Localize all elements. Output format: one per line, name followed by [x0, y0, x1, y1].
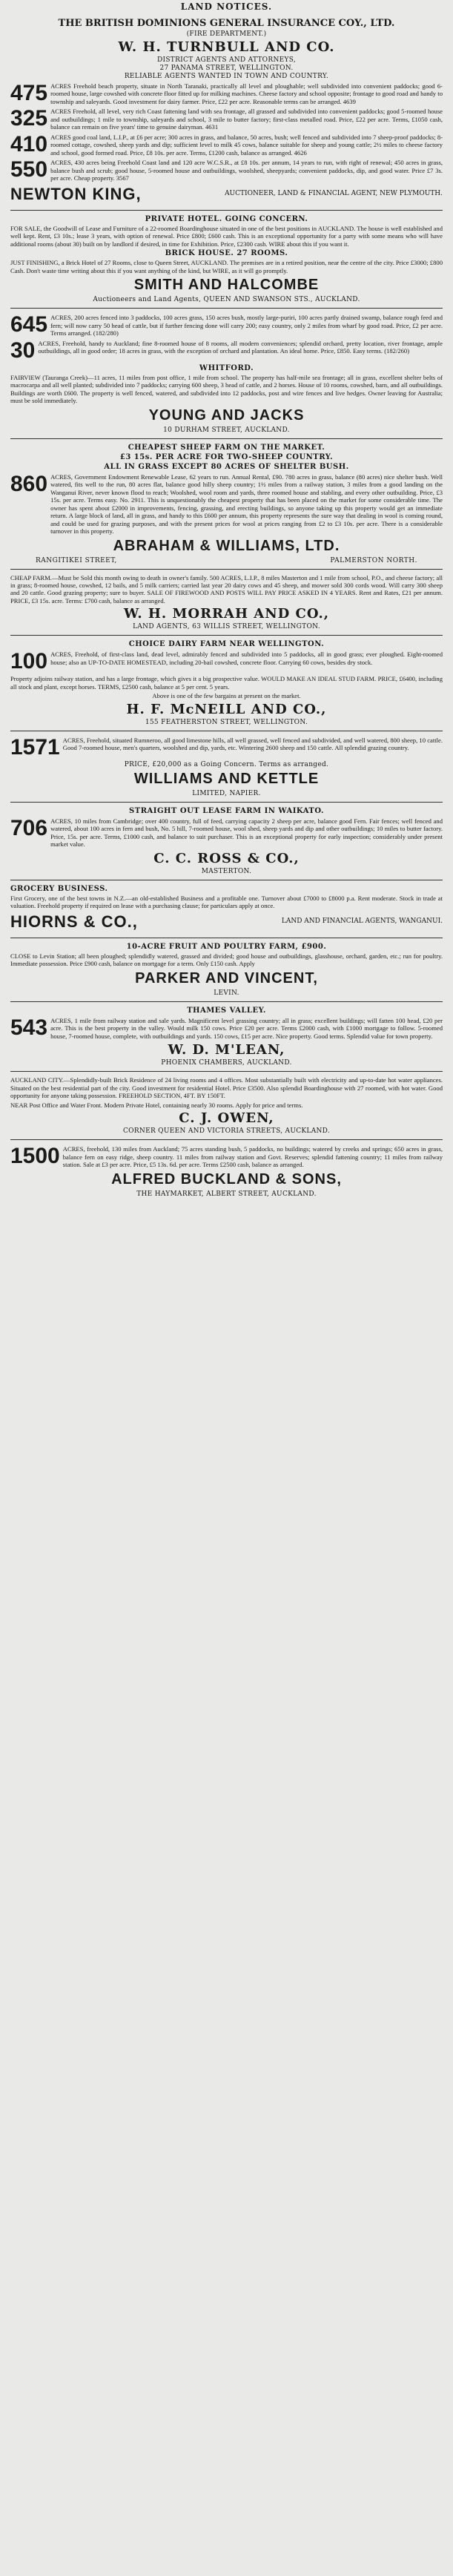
ad-paragraph: First Grocery, one of the best towns in N.Z.—an old-established Business and a profitable one. Turnover about £7000 to £8000 p.a. Rent moderate. Stock in trade at valuation. Freehold property if required on lease with a purchasing clause; for particulars apply at once.	[10, 894, 443, 910]
ad-paragraph: FOR SALE, the Goodwill of Lease and Furniture of a 22-roomed Boardinghouse situated in one of the best positions in AUCKLAND. The house is well established and well kept. Rent, £3 10s.; lease 3 years, with option of renewal. Price £800; £600 cash. This is an exceptional opportunity for a party with some means who will have additional rooms (about 30) built on by landlord if desired, in time for Exhibition. Price, £2300 cash. WIRE about this if you want it.	[10, 224, 443, 248]
ad-young-jacks	[6, 309, 447, 438]
listing-acreage: 30	[10, 337, 36, 363]
listing-acreage: 550	[10, 157, 48, 182]
listing-text: ACRES, freehold, 130 miles from Auckland; 75 acres standing bush, 5 paddocks, no buildings; watered by creeks and springs; 650 acres in grass, balance fern on easy ridge, sheep country. 11 miles from railway station and Govt. Reserves; splendid fattening country; 11 miles from railway station. Sale at £3 per acre. Price, £5 13s. 6d. per acre. Terms £2500 cash, balance as arranged.	[62, 1145, 443, 1169]
firm-address: 10 DURHAM STREET, AUCKLAND.	[163, 426, 290, 434]
firm-name: ABRAHAM & WILLIAMS, LTD.	[113, 537, 340, 554]
listing-acreage: 475	[10, 81, 48, 105]
listing-acreage: 410	[10, 131, 48, 157]
ad-hiorns	[6, 880, 447, 938]
listing	[10, 159, 443, 182]
firm-name: H. F. McNEILL AND CO.,	[126, 701, 327, 717]
listing-acreage: 1571	[10, 734, 60, 760]
ad-note: Above is one of the few bargains at present on the market.	[152, 692, 301, 700]
listing	[10, 314, 443, 337]
firm-name: W. H. MORRAH AND CO.,	[123, 606, 330, 622]
ad-mclean	[6, 1002, 447, 1071]
agency-row	[10, 185, 443, 204]
firm-name: W. D. M'LEAN,	[168, 1042, 285, 1058]
firm-desc: LAND AND FINANCIAL AGENTS, WANGANUI.	[281, 918, 443, 926]
listing	[10, 1017, 443, 1040]
listing-text: ACRES, 200 acres fenced into 3 paddocks, 100 acres grass, 150 acres bush, mostly large-puriri, 100 acres partly drained swamp, balance rough feed and fern; will now carry 50 head of cattle, but if further fencing done will carry 200; easy country, only 2 miles from wharf by good road. Price, £2 per acre. Terms arranged. (182/280)	[50, 314, 443, 337]
listing-acreage: 1500	[10, 1144, 60, 1169]
listing	[10, 473, 443, 536]
firm-address-row	[36, 557, 417, 564]
firm-name: C. J. OWEN,	[179, 1110, 274, 1127]
ad-smith-halcombe	[6, 211, 447, 308]
ad-title: CHEAPEST SHEEP FARM ON THE MARKET.	[128, 443, 325, 452]
firm-address: CORNER QUEEN AND VICTORIA STREETS, AUCKLAND.	[122, 1127, 331, 1136]
listing	[10, 650, 443, 673]
firm-address: Auctioneers and Land Agents, QUEEN AND SWANSON STS., AUCKLAND.	[93, 296, 360, 304]
listing	[10, 1145, 443, 1168]
firm-name: PARKER AND VINCENT,	[135, 969, 318, 986]
ad-paragraph: FAIRVIEW (Tauranga Creek)—11 acres, 11 miles from post office, 1 mile from school. The property has half-mile sea frontage; all in grass, excellent shelter belts of macrocarpa and all well planted; subdivided into 7 paddocks; carrying 600 sheep, 3 head of cattle, and 2 horses. House of 10 rooms, cowshed, barn, and all outbuildings. Buildings are worth £600. The property is well fenced, watered, and subdivided into 12 paddocks, post and wire fences and live hedges. Owner leaving for Australia; must be sold immediately.	[10, 373, 443, 405]
firm-name: W. H. TURNBULL AND CO.	[118, 39, 335, 55]
firm-name: YOUNG AND JACKS	[148, 406, 305, 424]
firm-address: LEVIN.	[214, 989, 239, 997]
listing-text: ACRES, Freehold, situated Rumneroo, all good limestone hills, all well grassed, well fenced and subdivided, and well watered, 800 sheep, 10 cattle. Good 7-roomed house, men's quarters, woolshed and dip, yards, etc. Wintering 2600 sheep and 150 cattle. All splendid grazing country.	[62, 736, 443, 752]
ad-paragraph: CLOSE to Levin Station; all been ploughed; splendidly watered, grassed and divided; good house and outbuildings, glasshouse, orchard, garden, etc.; run for poultry. Immediate possession. Price £900 cash, balance on mortgage for a term. Only £150 cash. Apply	[10, 952, 443, 968]
listing-acreage: 645	[10, 312, 48, 337]
ad-owen	[6, 1072, 447, 1139]
firm-address: THE HAYMARKET, ALBERT STREET, AUCKLAND.	[136, 1190, 317, 1198]
agency-name: NEWTON KING,	[10, 184, 142, 203]
listing-text: ACRES good coal land, L.I.P., at £6 per acre; 300 acres in grass, and balance, 50 acres, bush; well fenced and subdivided into 7 sheep-proof paddocks; 8-roomed cottage, cowshed, sheep yards and dip; sufficient level to milk 45 cows, balance suitable for sheep and young cattle; 2½ miles to cheese factory and school, good formed road. Price, £8 10s. per acre. Terms, £1200 cash, balance as arranged. 4626	[50, 133, 443, 157]
listing	[10, 817, 443, 849]
firm-address: MASTERTON.	[201, 867, 252, 875]
ad-title: 10-ACRE FRUIT AND POULTRY FARM, £900.	[126, 942, 327, 951]
ad-paragraph: CHEAP FARM.—Must be Sold this month owing to death in owner's family. 500 ACRES, L.I.P., 8 miles Masterton and 1 mile from school, P.O., and cheese factory; all in grass; 8-roomed house, cowshed, 12 bails, and 5 milk carriers; carried last year 20 dairy cows and 45 sheep, and mower sold 300 cords wood. Will carry 300 sheep and 20 cattle. Good grazing property; sure to buyer. SALE OF FIREWOOD AND POSTS WILL PAY PRICE ASKED IN 4 YEARS. Rent and Rates, £21 per annum. PRICE, £3 15s. acre. Terms: £700 cash, balance as arranged.	[10, 573, 443, 605]
land-notices-column	[6, 0, 447, 1202]
firm-name: ALFRED BUCKLAND & SONS,	[111, 1170, 342, 1187]
firm-name: SMITH AND HALCOMBE	[133, 277, 320, 294]
ad-title: THE BRITISH DOMINIONS GENERAL INSURANCE COY., LTD.	[58, 18, 395, 29]
firm-address-right: PALMERSTON NORTH.	[330, 556, 417, 564]
firm-name: HIORNS & CO.,	[10, 912, 138, 931]
ad-price: £3 15s. PER ACRE FOR TWO-SHEEP COUNTRY.	[119, 452, 334, 461]
listing-acreage: 706	[10, 815, 48, 840]
ad-parker-vincent	[6, 938, 447, 1001]
agency-desc: AUCTIONEER, LAND & FINANCIAL AGENT, NEW PLYMOUTH.	[225, 190, 443, 198]
firm-address: 27 PANAMA STREET, WELLINGTON.	[159, 65, 294, 72]
ad-label: GROCERY BUSINESS.	[10, 884, 108, 893]
listing	[10, 108, 443, 131]
listing-text: ACRES Freehold, all level, very rich Coast fattening land with sea frontage, all grassed and subdivided into convenient paddocks; good 5-roomed house and outbuildings; 1 mile to township, saleyards and school, 3 mile to butter factory; first-class metalled road. Price, £22 per acre. Terms, £1050 cash, balance can remain on five years' time to genuine dairyman. 4631	[50, 108, 443, 131]
listing-text: ACRES, 430 acres being Freehold Coast land and 120 acre W.C.S.R., at £8 10s. per annum, 14 years to run, with right of renewal; 450 acres in grass, balance bush and scrub; good house, 5-roomed house and outbuildings, woolshed, sheepyards; convenient paddocks, dip, and good water. Price £7 3s. per acre. Cheap property. 3567	[50, 159, 443, 182]
firm-role: DISTRICT AGENTS AND ATTORNEYS,	[156, 56, 297, 64]
listing-text: ACRES Freehold beach property, situate in North Taranaki, practically all level and ploughable; well subdivided into convenient paddocks; good 6-roomed house, large cowshed with concrete floor fitted up for milking machines. Cheese factory and school opposite; frontage to good road and handy to township and saleyards. Good investment for dairy farmer. Price, £22 per acre. Reasonable terms can be arranged. 4639	[50, 82, 443, 105]
ad-paragraph: AUCKLAND CITY.—Splendidly-built Brick Residence of 24 living rooms and 4 offices. Most substantially built with electricity and up-to-date hot water appliances. Situated on the best residential part of the city. Good investment for residential Hotel. Price £3500. Also splendid Boardinghouse with 27 roomed, with hot water. Good opportunity for anyone taking possession. FREEHOLD SECTION, 4FT. BY 150FT.	[10, 1076, 443, 1100]
section-header: LAND NOTICES.	[180, 1, 273, 12]
ad-buckland	[6, 1140, 447, 1202]
listing	[10, 131, 443, 157]
firm-address: 155 FEATHERSTON STREET, WELLINGTON.	[145, 718, 308, 726]
ad-department: (FIRE DEPARTMENT.)	[186, 30, 267, 38]
firm-name: C. C. ROSS & CO.,	[153, 850, 300, 866]
firm-name: WILLIAMS AND KETTLE	[133, 770, 320, 787]
ad-title: THAMES VALLEY.	[187, 1006, 266, 1015]
ad-ross	[6, 803, 447, 880]
listing	[10, 82, 443, 105]
listing-acreage: 543	[10, 1015, 48, 1040]
ad-turnull-newton-king	[6, 13, 447, 210]
ad-paragraph: JUST FINISHING, a Brick Hotel of 27 Rooms, close to Queen Street, AUCKLAND. The premises are in a retired position, near the centre of the city. Price £3000; £800 Cash. Don't waste time writing about this if you want anything of the kind, but WIRE, as it will go promptly.	[10, 259, 443, 274]
firm-address: PHOENIX CHAMBERS, AUCKLAND.	[161, 1059, 292, 1067]
firm-address: LAND AGENTS, 63 WILLIS STREET, WELLINGTON.	[133, 623, 320, 631]
ad-subtitle: ALL IN GRASS EXCEPT 80 ACRES OF SHELTER BUSH.	[104, 462, 349, 471]
listing-text: ACRES, Government Endowment Renewable Lease, 62 years to run. Annual Rental, £90. 780 acres in grass, balance (80 acres) nice shelter bush. Well watered, fits well to the run, 80 acres flat, balance good hilly sheep country; 1½ miles from a railway station, 3 miles from a good landing on the Wanganui River, never known flood to reach; Woolshed, wool room and yards, three roomed house and stabling, and every other outbuilding. Price, £3 15s. per acre. Terms easy. No. 2911. This is unquestionably the cheapest property that has been placed on the market for some considerable time. The owner has spent about £2000 in improvements, fencing, grassing, and erecting buildings, so anyone taking up this property would get an immediate return. A large block of land, all in grass, and handy to this £600 per annum, this property represents the sure way that dealing in wool is coming round, and could be used for grazing purposes, and with the present prices for wool at prices ranging from £2 to £3 10s. per acre. There is a considerable turnover in this property.	[50, 472, 443, 536]
ad-abraham-williams	[6, 439, 447, 569]
listing-text: ACRES, 10 miles from Cambridge; over 400 country, full of feed, carrying capacity 2 sheep per acre, balance good Fern. Fair fences; well fenced and watered, about 100 acres in fern and bush, No. 5 hill, 7-roomed house, wool shed, sheep yards and dip and other outbuildings; 10 miles to butter factory. Price, 15s. per acre. Terms, £1000 cash, and balance to suit purchaser. This is an exceptional property for early inspection; considerably under present market value.	[50, 817, 443, 849]
ad-price: PRICE, £20,000 as a Going Concern. Terms as arranged.	[124, 760, 329, 768]
listing-acreage: 100	[10, 649, 48, 674]
firm-address: LIMITED, NAPIER.	[192, 789, 261, 797]
ad-williams-kettle	[6, 731, 447, 802]
listing	[10, 734, 443, 760]
ad-title: STRAIGHT OUT LEASE FARM IN WAIKATO.	[129, 806, 324, 815]
agency-row	[10, 912, 443, 932]
firm-address-left: RANGITIKEI STREET,	[36, 556, 117, 564]
listing	[10, 337, 443, 363]
ad-paragraph: NEAR Post Office and Water Front. Modern Private Hotel, containing nearly 30 rooms. Apply for price and terms.	[10, 1101, 303, 1109]
listing-text: ACRES, 1 mile from railway station and sale yards. Magnificent level grassing country; all in grass; excellent buildings; will fatten 100 head, £20 per acre. This is the best property in the valley. Would milk 150 cows. Price £20 per acre. Terms £2000 cash, with £1000 mortgage to follow. 5-roomed house, 7-roomed house, complete, with outbuildings and yards. 150 cows, £15 per acre. Nice property. Good terms. Splendid value for town property.	[50, 1016, 443, 1040]
ad-place: WHITFORD.	[199, 363, 254, 372]
ad-tagline: RELIABLE AGENTS WANTED IN TOWN AND COUNTRY.	[124, 73, 329, 80]
listing-acreage: 325	[10, 106, 48, 131]
ad-title: PRIVATE HOTEL. GOING CONCERN.	[145, 214, 308, 223]
listing-acreage: 860	[10, 471, 48, 496]
ad-morrah	[6, 570, 447, 636]
ad-subtitle: BRICK HOUSE. 27 ROOMS.	[165, 249, 288, 258]
listing-text: ACRES, Freehold, handy to Auckland; fine 8-roomed house of 8 rooms, all modern conveniences; splendid orchard, pretty location, river frontage, ample outbuildings, all in good order; 18 acres in grass, with the exception of orchard and plantation. An ideal home. Price, £850. Easy terms. (182/260)	[38, 339, 443, 355]
ad-mcneill	[6, 636, 447, 730]
ad-title: CHOICE DAIRY FARM NEAR WELLINGTON.	[128, 640, 325, 649]
ad-paragraph: Property adjoins railway station, and has a large frontage, which gives it a big prospective value. WOULD MAKE AN IDEAL STUD FARM. PRICE, £6400, including all stock and plant, except horses. TERMS, £2500 cash, balance at 5 per cent. 5 years.	[10, 675, 443, 691]
listing-text: ACRES, Freehold, of first-class land, dead level, admirably fenced and subdivided into 5 paddocks, all in good grass; ever ploughed. Eight-roomed house; also an UP-TO-DATE HOMESTEAD, including 20-bail cowshed, concrete floor. Carrying 60 cows, besides dry stock.	[50, 650, 443, 666]
